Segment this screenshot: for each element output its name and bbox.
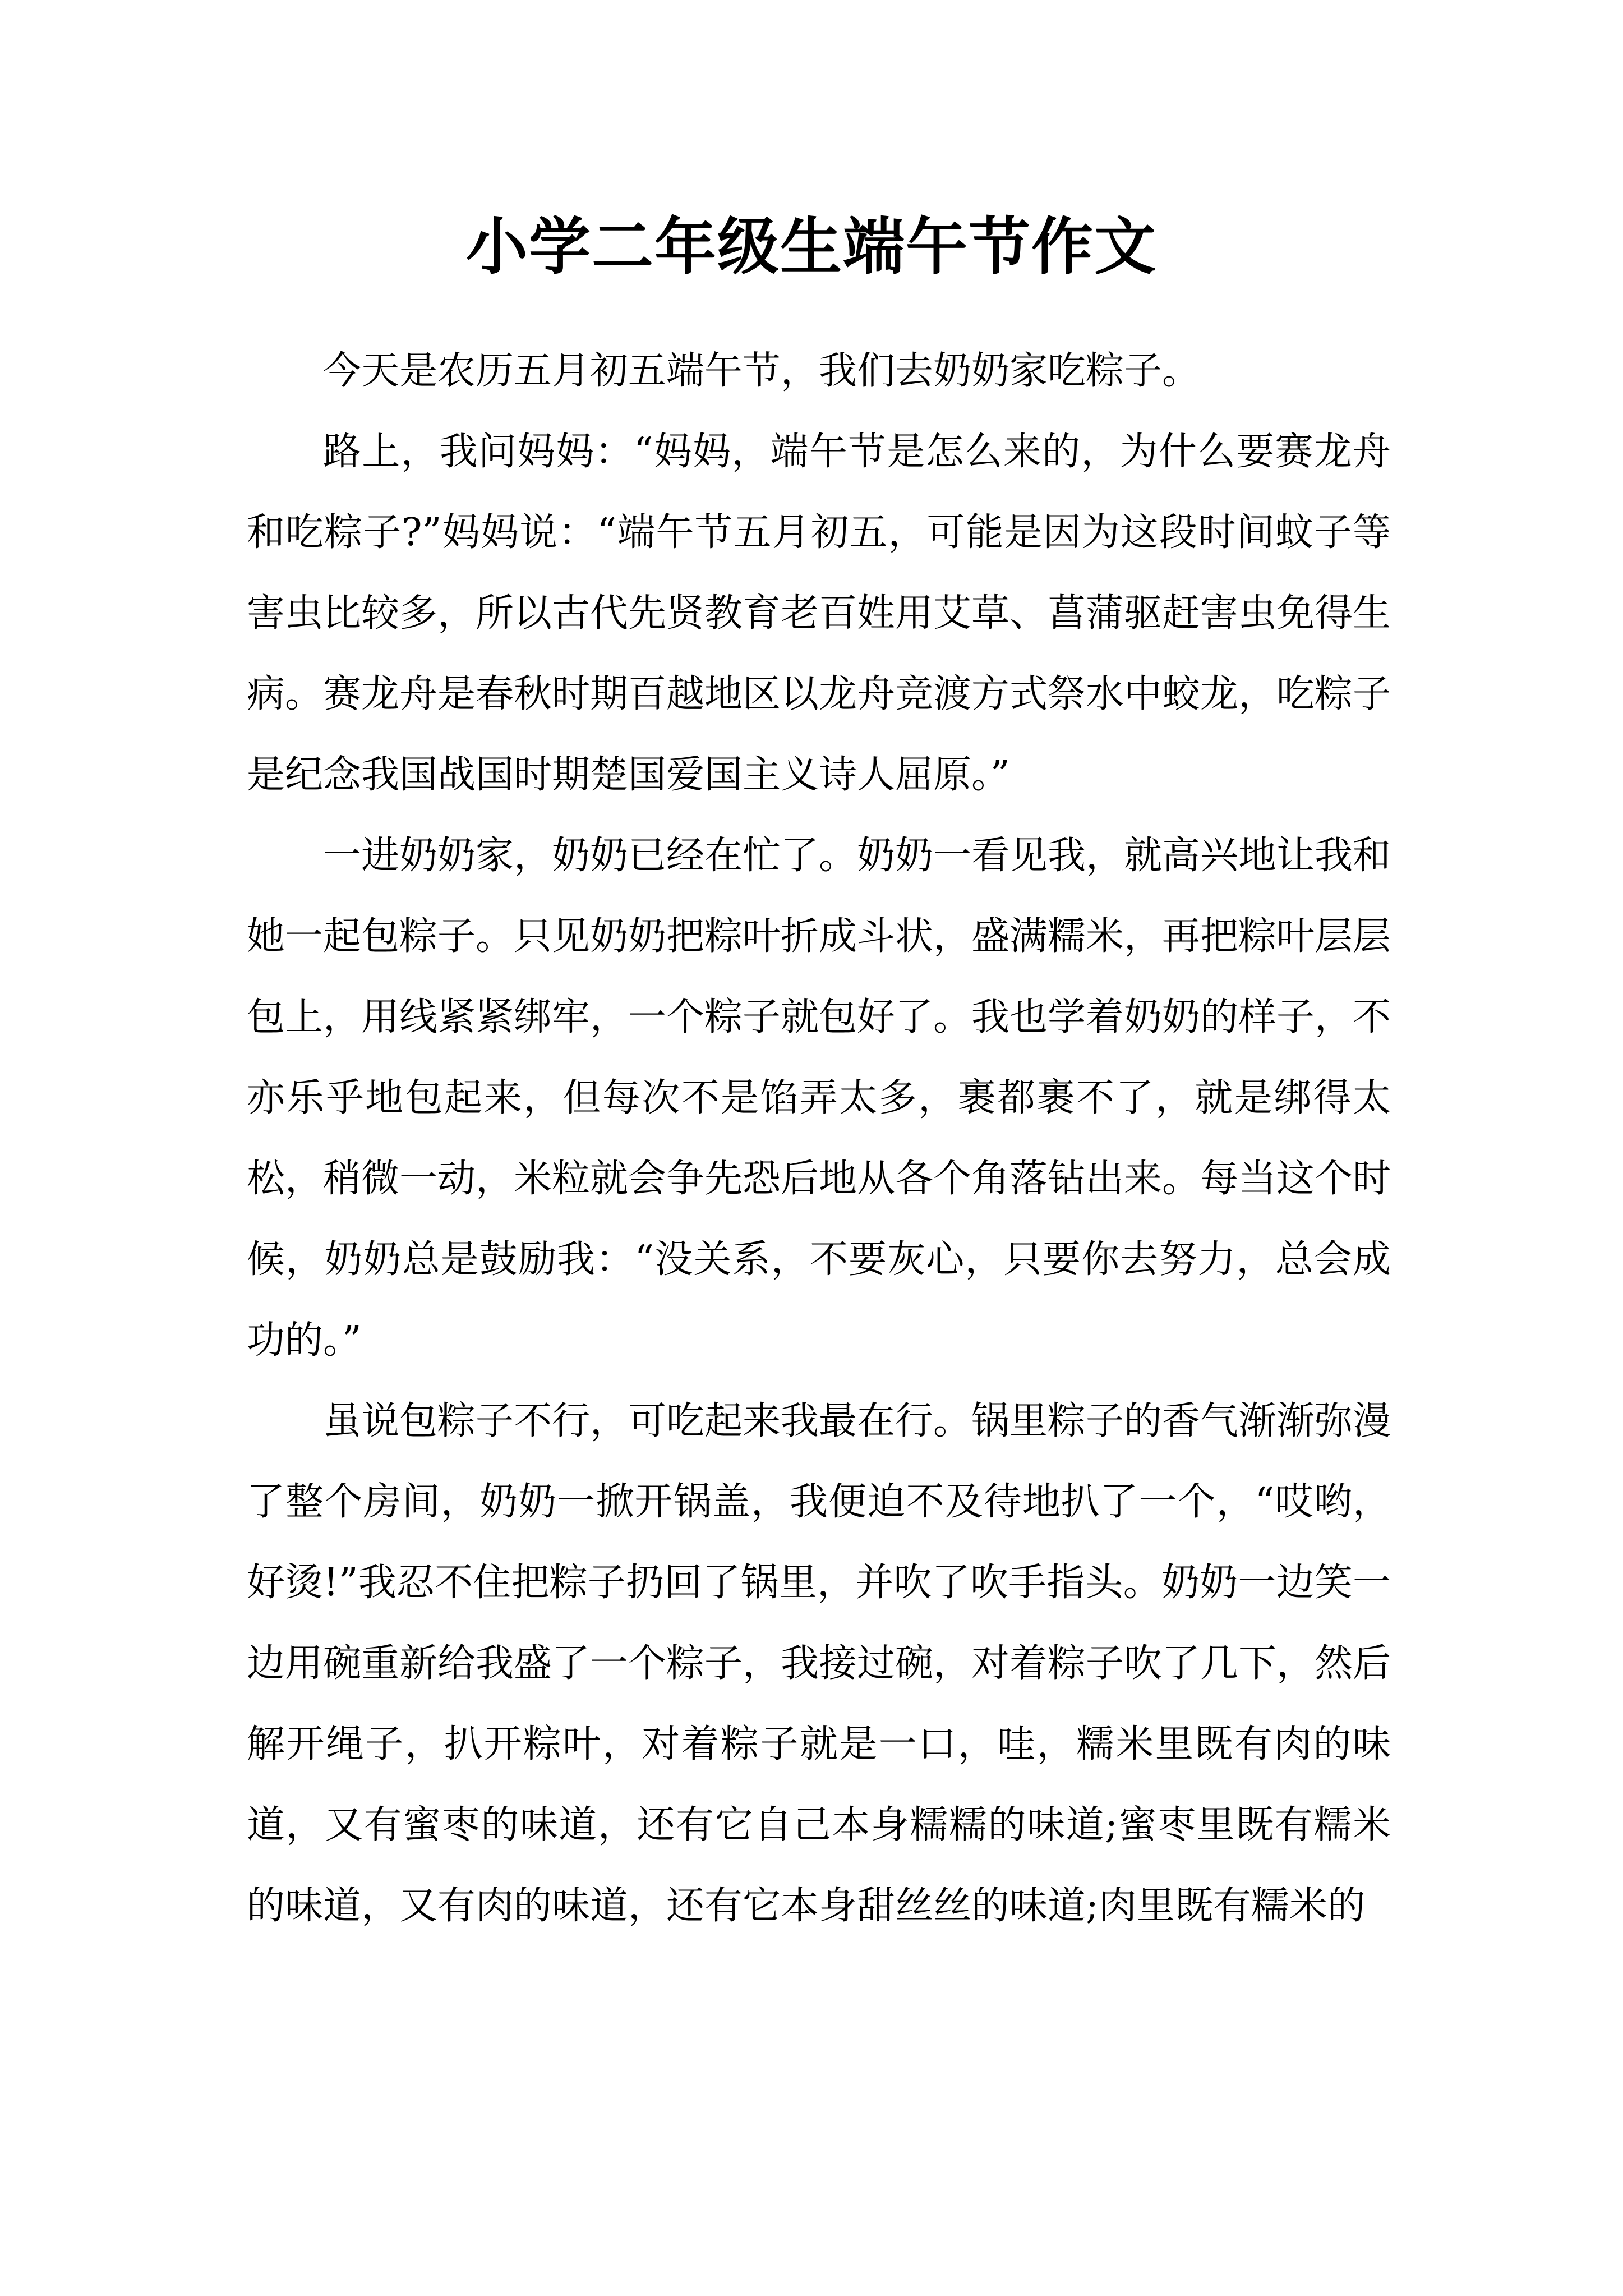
paragraph-4: 虽说包粽子不行，可吃起来我最在行。锅里粽子的香气渐渐弥漫了整个房间，奶奶一掀开锅盖，我便迫不及待地扒了一个，“哎哟，好烫!”我忍不住把粽子扔回了锅里，并吹了吹手指头。奶奶一边笑一边用碗重新给我盛了一个粽子，我接过碗，对着粽子吹了几下，然后解开绳子，扒开粽叶，对着粽子就是一口，哇，糯米里既有肉的味道，又有蜜枣的味道，还有它自己本身糯糯的味道;蜜枣里既有糯米的味道，又有肉的味道，还有它本身甜丝丝的味道;肉里既有糯米的 [247,1399,1391,1928]
document-body [247,331,1391,1947]
document-title: 小学二年级生端午节作文 [466,211,1157,283]
paragraph-3: 一进奶奶家，奶奶已经在忙了。奶奶一看见我，就高兴地让我和她一起包粽子。只见奶奶把粽叶折成斗状，盛满糯米，再把粽叶层层包上，用线紧紧绑牢，一个粽子就包好了。我也学着奶奶的样子，不亦乐乎地包起来，但每次不是馅弄太多，裹都裹不了，就是绑得太松，稍微一动，米粒就会争先恐后地从各个角落钻出来。每当这个时候，奶奶总是鼓励我：“没关系，不要灰心，只要你去努力，总会成功的。” [247,834,1391,1363]
paragraph-2: 路上，我问妈妈：“妈妈，端午节是怎么来的，为什么要赛龙舟和吃粽子?”妈妈说：“端午节五月初五，可能是因为这段时间蚊子等害虫比较多，所以古代先贤教育老百姓用艾草、菖蒲驱赶害虫免得生病。赛龙舟是春秋时期百越地区以龙舟竞渡方式祭水中蛟龙，吃粽子是纪念我国战国时期楚国爱国主义诗人屈原。” [247,430,1391,797]
paragraph-1: 今天是农历五月初五端午节，我们去奶奶家吃粽子。 [323,349,1201,393]
